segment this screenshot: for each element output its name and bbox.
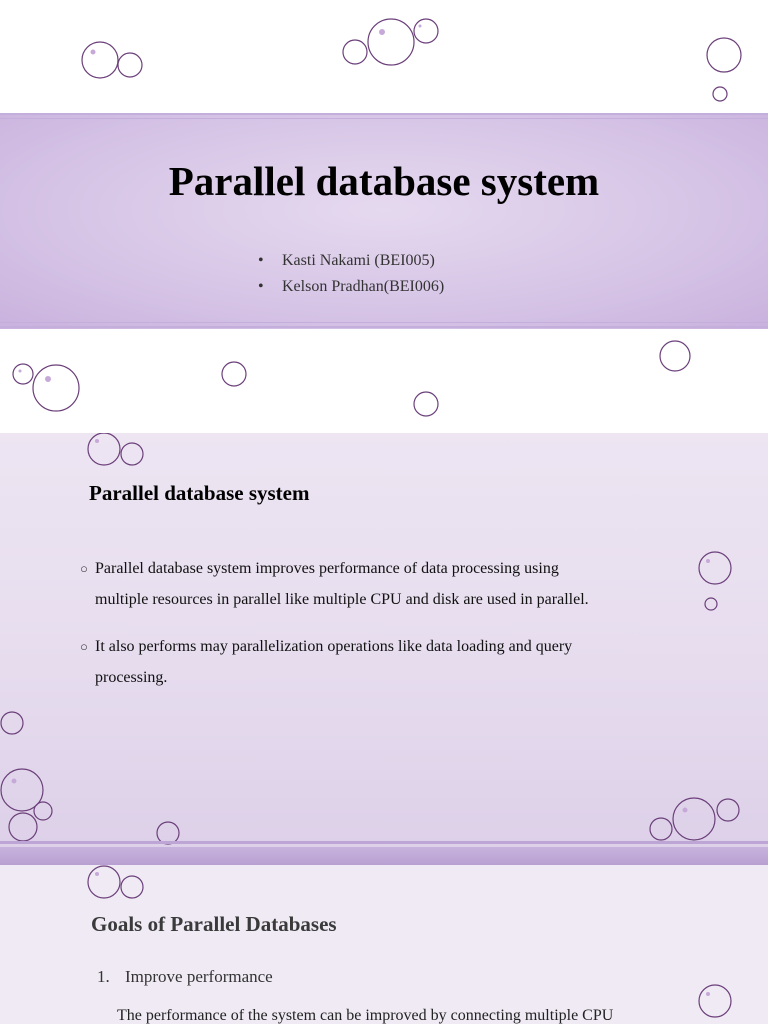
circle-bullet-icon: ○ [80,639,88,654]
slide-heading: Parallel database system [89,481,310,505]
bubble [650,818,672,840]
bubble [121,443,143,465]
goal-item [97,967,273,987]
bubble [414,19,438,43]
bubble [717,799,739,821]
author-name: Kasti Nakami (BEI005) [282,252,435,269]
bullet-point [80,553,589,615]
bubble [82,42,118,78]
bottom-strip [0,847,768,865]
bottom-strip-thin [0,841,768,844]
bullet-text-line: Parallel database system improves performance of data processing using [95,560,559,577]
bullet-text-line: multiple resources in parallel like multiple CPU and disk are used in parallel. [95,591,589,608]
bubble [222,362,246,386]
bubble [705,598,717,610]
bubble [368,19,414,65]
bubble [34,802,52,820]
bubble [33,365,79,411]
bullet-icon: • [258,252,264,269]
content-slide [0,865,768,1024]
slide-title: Parallel database system [168,158,600,204]
bullet-icon: • [258,278,264,295]
bubble [673,798,715,840]
bubble [1,712,23,734]
title-slide [0,0,768,433]
bubble [13,364,33,384]
bubble [9,813,37,841]
bubble [343,40,367,64]
decorative-bubbles [0,0,768,433]
body-paragraph: The performance of the system can be improved by connecting multiple CPU [117,1007,614,1024]
bubble [88,866,120,898]
bubble [88,433,120,465]
bubble [660,341,690,371]
author-item [258,251,444,277]
bubble [121,876,143,898]
bubble [699,985,731,1017]
author-name: Kelson Pradhan(BEI006) [282,278,445,295]
bubble [699,552,731,584]
author-list [258,251,444,303]
bubble [414,392,438,416]
goal-text: Improve performance [125,967,273,986]
bullet-point [80,631,572,693]
bubble [118,53,142,77]
author-item [258,277,444,303]
bullet-text-line: processing. [95,669,168,686]
bubble [713,87,727,101]
bubble [707,38,741,72]
bullet-text-line: It also performs may parallelization operations like data loading and query [95,638,573,655]
goal-number: 1. [97,967,110,986]
slide-heading: Goals of Parallel Databases [91,912,337,936]
decorative-bubbles [0,865,768,1024]
circle-bullet-icon: ○ [80,561,88,576]
